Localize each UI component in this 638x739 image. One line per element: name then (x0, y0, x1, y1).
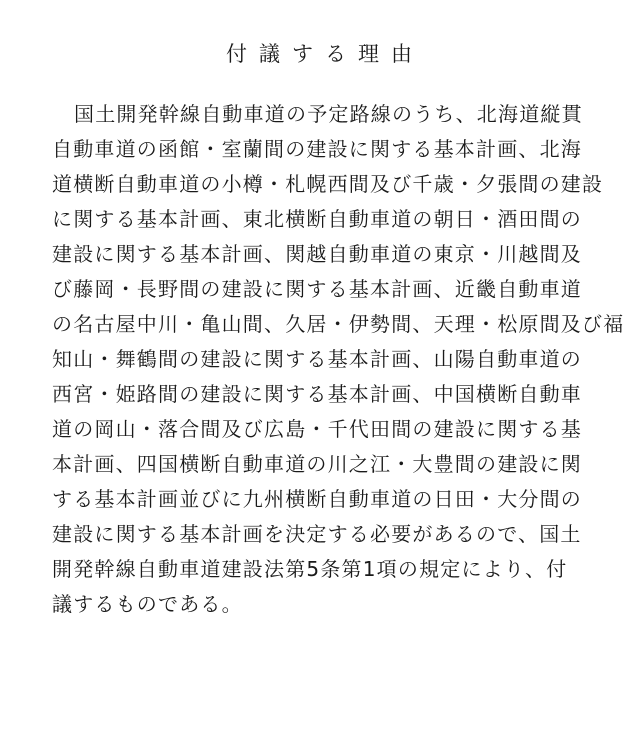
body-line: 自動車道の函館・室蘭間の建設に関する基本計画、北海 (52, 137, 582, 161)
body-line: 道横断自動車道の小樽・札幌西間及び千歳・夕張間の建設 (52, 172, 604, 196)
body-line: 国土開発幹線自動車道の予定路線のうち、北海道縦貫 (74, 102, 583, 126)
document-body (52, 97, 625, 622)
body-line: の名古屋中川・亀山間、久居・伊勢間、天理・松原間及び福 (52, 312, 625, 336)
body-line: 建設に関する基本計画を決定する必要があるので、国土 (52, 522, 582, 546)
body-line: 議するものである。 (52, 592, 243, 616)
body-line: 本計画、四国横断自動車道の川之江・大豊間の建設に関 (52, 452, 582, 476)
body-line: に関する基本計画、東北横断自動車道の朝日・酒田間の (52, 207, 582, 231)
body-line: び藤岡・長野間の建設に関する基本計画、近畿自動車道 (52, 277, 582, 301)
body-line: 知山・舞鶴間の建設に関する基本計画、山陽自動車道の (52, 347, 582, 371)
body-line: 道の岡山・落合間及び広島・千代田間の建設に関する基 (52, 417, 582, 441)
body-line: する基本計画並びに九州横断自動車道の日田・大分間の (52, 487, 582, 511)
document-title: 付議する理由 (226, 42, 424, 66)
body-line: 建設に関する基本計画、関越自動車道の東京・川越間及 (52, 242, 582, 266)
body-line: 西宮・姫路間の建設に関する基本計画、中国横断自動車 (52, 382, 582, 406)
body-line: 開発幹線自動車道建設法第5条第1項の規定により、付 (52, 557, 568, 581)
